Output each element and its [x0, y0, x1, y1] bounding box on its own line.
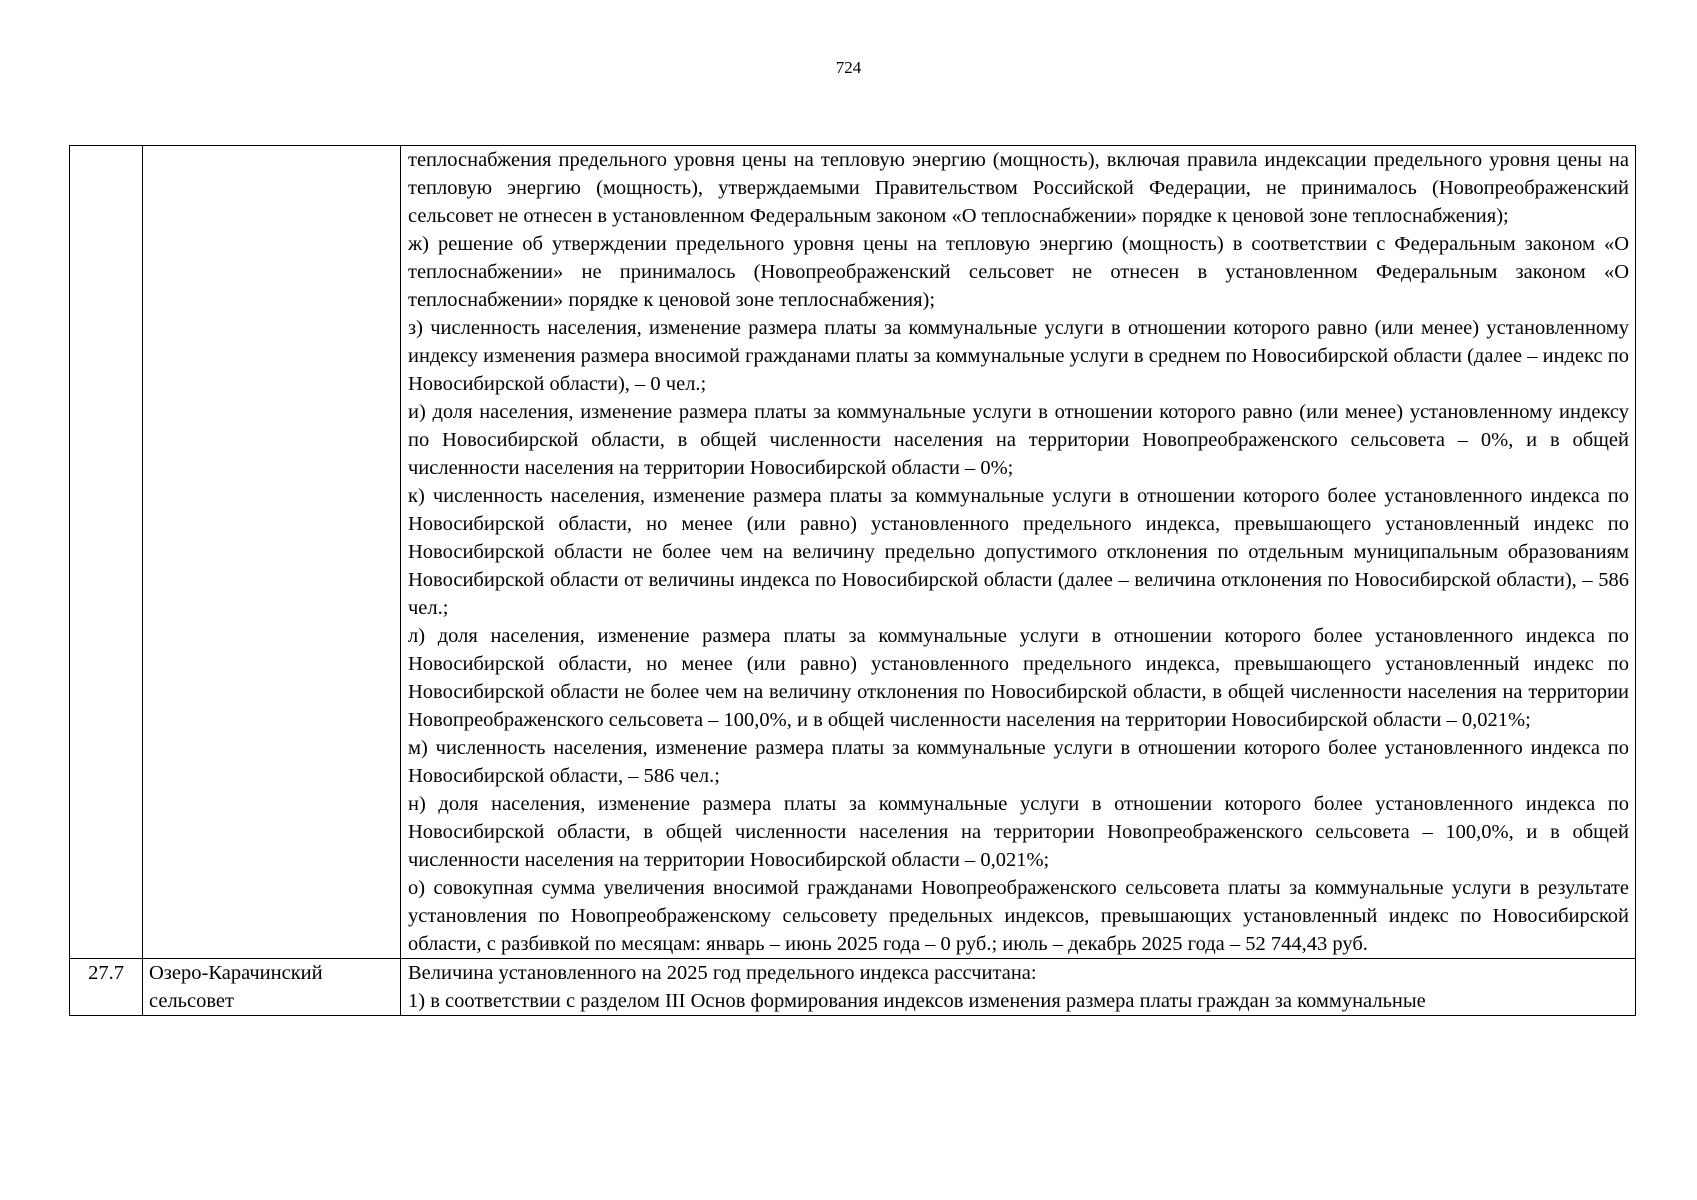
paragraph: м) численность населения, изменение размера платы за коммунальные услуги в отношении которого более установленного индекса по Новосибирской области, – 586 чел.;: [408, 737, 1629, 787]
table-row: [70, 146, 1636, 959]
paragraph: ж) решение об утверждении предельного уровня цены на тепловую энергию (мощность) в соответствии с Федеральным законом «О теплоснабжении» не принималось (Новопреображенский сельсовет не отнесен в установленном Федеральным законом «О теплоснабжении» порядке к ценовой зоне теплоснабжения);: [408, 233, 1629, 311]
row-content-cell: [401, 146, 1636, 959]
table-row: [70, 959, 1636, 1016]
row-name-cell: Озеро-Карачинский сельсовет: [143, 959, 401, 1016]
paragraph: з) численность населения, изменение размера платы за коммунальные услуги в отношении которого равно (или менее) установленному индексу изменения размера вносимой гражданами платы за коммунальные услуги в среднем по Новосибирской области (далее – индекс по Новосибирской области), – 0 чел.;: [408, 317, 1629, 395]
row-name-cell: [143, 146, 401, 959]
paragraph: Величина установленного на 2025 год предельного индекса рассчитана:: [408, 962, 1037, 984]
row-number-cell: 27.7: [70, 959, 143, 1016]
paragraph: и) доля населения, изменение размера платы за коммунальные услуги в отношении которого равно (или менее) установленному индексу по Новосибирской области, в общей численности населения на территории Новопреображенского сельсовета – 0%, и в общей численности населения на территории Новосибирской области – 0%;: [408, 401, 1629, 479]
row-number-cell: [70, 146, 143, 959]
row-content-cell: [401, 959, 1636, 1016]
paragraph: 1) в соответствии с разделом III Основ формирования индексов изменения размера платы граждан за коммунальные: [408, 990, 1426, 1012]
paragraph: н) доля населения, изменение размера платы за коммунальные услуги в отношении которого более установленного индекса по Новосибирской области, в общей численности населения на территории Новопреображенского сельсовета – 100,0%, и в общей численности населения на территории Новосибирской области – 0,021%;: [408, 793, 1629, 871]
data-table: [69, 145, 1636, 1016]
paragraph: теплоснабжения предельного уровня цены на тепловую энергию (мощность), включая правила индексации предельного уровня цены на тепловую энергию (мощность), утверждаемыми Правительством Российской Федерации, не принималось (Новопреображенский сельсовет не отнесен в установленном Федеральным законом «О теплоснабжении» порядке к ценовой зоне теплоснабжения);: [408, 149, 1629, 227]
page-number: 724: [835, 58, 862, 77]
paragraph: л) доля населения, изменение размера платы за коммунальные услуги в отношении которого более установленного индекса по Новосибирской области, но менее (или равно) установленного предельного индекса, превышающего установленный индекс по Новосибирской области не более чем на величину отклонения по Новосибирской области, в общей численности населения на территории Новопреображенского сельсовета – 100,0%, и в общей численности населения на территории Новосибирской области – 0,021%;: [408, 625, 1629, 731]
paragraph: о) совокупная сумма увеличения вносимой гражданами Новопреображенского сельсовета платы за коммунальные услуги в результате установления по Новопреображенскому сельсовету предельных индексов, превышающих установленный индекс по Новосибирской области, с разбивкой по месяцам: январь – июнь 2025 года – 0 руб.; июль – декабрь 2025 года – 52 744,43 руб.: [408, 877, 1629, 955]
paragraph: к) численность населения, изменение размера платы за коммунальные услуги в отношении которого более установленного индекса по Новосибирской области, но менее (или равно) установленного предельного индекса, превышающего установленный индекс по Новосибирской области не более чем на величину предельно допустимого отклонения по отдельным муниципальным образованиям Новосибирской области от величины индекса по Новосибирской области (далее – величина отклонения по Новосибирской области), – 586 чел.;: [408, 485, 1629, 619]
